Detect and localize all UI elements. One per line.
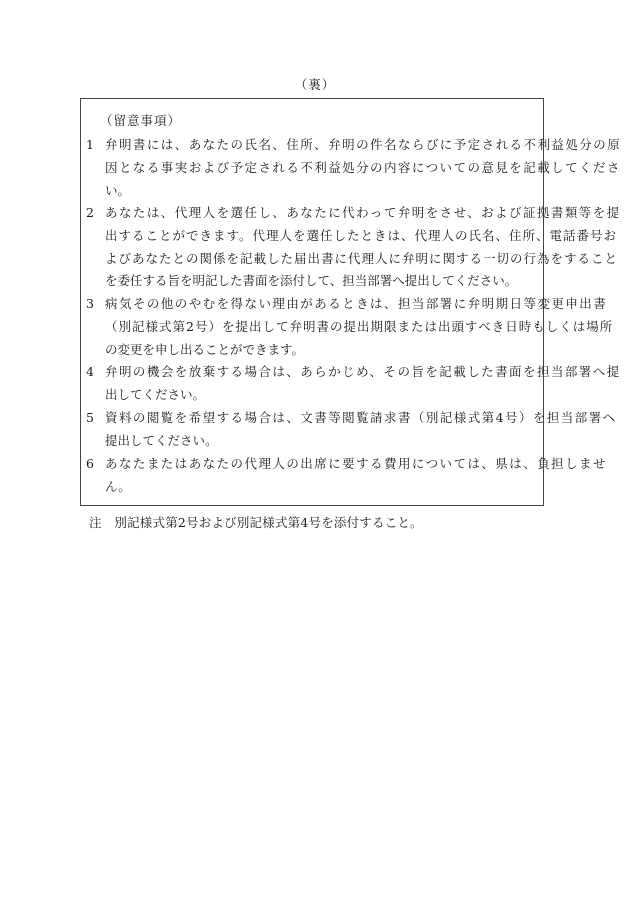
attachment-note: 注 別記様式第2号および別記様式第4号を添付すること。 [89,515,423,530]
item-number: 3 [86,296,96,311]
notice-heading: （留意事項） [100,113,182,128]
item-line: よびあなたとの関係を記載した届出書に代理人に弁明に関する一切の行為をすること [105,250,619,266]
notice-item-4 [86,361,621,407]
item-line: ん。 [105,478,131,494]
item-line: 5 資料の閲覧を希望する場合は、文書等閲覧請求書（別記様式第4号）を担当部署へ [86,407,538,430]
notice-item-1 [86,134,622,202]
notice-item-2 [86,202,621,293]
notice-item-5 [86,407,617,453]
item-line: （別記様式第2号）を提出して弁明書の提出期限または出頭すべき日時もしくは場所 [105,318,614,334]
item-number: 6 [86,456,96,471]
item-line: い。 [105,182,131,198]
item-line: 因となる事実および予定される不利益処分の内容についての意見を記載してくださ [105,159,621,175]
item-line: 3 病気その他のやむを得ない理由があるときは、担当部署に弁明期日等変更申出書 [86,293,538,316]
item-line: 出することができます。代理人を選任したときは、代理人の氏名、住所、電話番号お [105,227,618,243]
item-number: 5 [86,410,96,425]
item-number: 1 [86,137,96,152]
notice-item-3 [86,293,614,361]
notice-item-6 [86,453,607,499]
item-line: 出してください。 [105,386,206,402]
item-line: 提出してください。 [105,432,218,448]
notice-box [80,98,622,506]
item-number: 2 [86,205,96,220]
item-line: を委任する旨を明記した書面を添付して、担当部署へ提出してください。 [105,273,518,289]
page-side-label: （裏） [294,77,336,92]
item-line: の変更を申し出ることができます。 [105,341,305,357]
item-line: 1 弁明書には、あなたの氏名、住所、弁明の件名ならびに予定される不利益処分の原 [86,134,538,157]
item-line: 2 あなたは、代理人を選任し、あなたに代わって弁明をさせ、および証拠書類等を提 [86,202,538,225]
item-number: 4 [86,364,96,379]
item-line: 4 弁明の機会を放棄する場合は、あらかじめ、その旨を記載した書面を担当部署へ提 [86,361,538,384]
item-line: 6 あなたまたはあなたの代理人の出席に要する費用については、県は、負担しませ [86,453,538,476]
